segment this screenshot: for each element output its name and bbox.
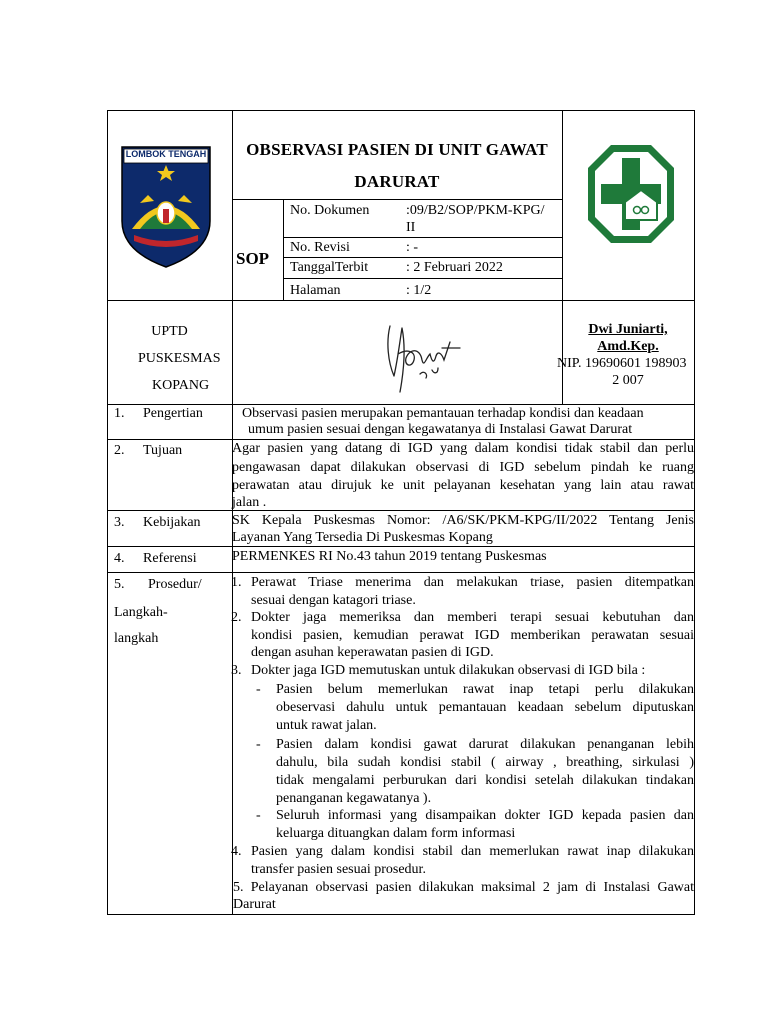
section-label-kebijakan: Kebijakan [143, 515, 201, 530]
divider [283, 199, 284, 300]
section-label-langkah2: langkah [114, 631, 159, 646]
divider [232, 199, 562, 200]
border-bottom [107, 914, 695, 915]
section-label-prosedur: Prosedur/ [148, 577, 202, 592]
section-number: 2. [114, 443, 125, 458]
step2-line2: kondisi pasien, kemudian perawat IGD memberikan perawatan sesuai [251, 628, 694, 643]
regency-shield-icon [118, 143, 214, 269]
bullet2-line3: tidak mengalami perburukan dari kondisi setelah dilakukan tindakan [276, 773, 694, 788]
meta-value-dokumen-cont: II [406, 220, 416, 235]
step3-line1: Dokter jaga IGD memutuskan untuk dilakukan observasi di IGD bila : [251, 663, 646, 678]
puskesmas-logo-icon [585, 142, 677, 248]
border-right [694, 110, 695, 915]
signer-title: Amd.Kep. [597, 339, 659, 354]
divider [107, 572, 695, 573]
section-number: 5. [114, 577, 125, 592]
signature-icon [380, 318, 466, 396]
border-left [107, 110, 108, 915]
section-number: 1. [114, 406, 125, 421]
meta-label-revisi: No. Revisi [290, 240, 350, 255]
step4-line1: Pasien yang dalam kondisi stabil dan memerlukan rawat inap dilakukan [251, 844, 694, 859]
divider [562, 110, 563, 300]
divider [283, 237, 562, 238]
section-number: 3. [114, 515, 125, 530]
bullet2-line1: Pasien dalam kondisi gawat darurat dilakukan penanganan lebih [276, 737, 694, 752]
pengertian-text-line2: umum pasien sesuai dengan kegawatanya di Instalasi Gawat Darurat [248, 422, 633, 437]
bullet1-line2: obeservasi dahulu untuk pemantauan keadaan sebelum diputuskan [276, 700, 694, 715]
step1-line1: Perawat Triase menerima dan melakukan triase, pasien ditempatkan [251, 575, 694, 590]
bullet1-line3: untuk rawat jalan. [276, 718, 377, 733]
step5-line2: Darurat [233, 897, 276, 912]
bullet-dash: - [256, 682, 261, 697]
divider [283, 278, 562, 279]
section-label-pengertian: Pengertian [143, 406, 203, 421]
kebijakan-text-line1: SK Kepala Puskesmas Nomor: /A6/SK/PKM-KPG/II/2022 Tentang Jenis [232, 513, 694, 528]
bullet2-line2: dahulu, bila sudah kondisi stabil ( airway , breathing, sirkulasi ) [276, 755, 694, 770]
tujuan-text-line4: jalan . [232, 495, 267, 510]
document-title-line1: OBSERVASI PASIEN DI UNIT GAWAT [246, 140, 548, 159]
divider [283, 257, 562, 258]
signer-nip-cont: 2 007 [612, 373, 644, 388]
referensi-text: PERMENKES RI No.43 tahun 2019 tentang Puskesmas [232, 549, 547, 564]
org-line2: PUSKESMAS [138, 351, 221, 366]
border-top [107, 110, 695, 111]
bullet2-line4: penanganan kegawatanya ). [276, 791, 432, 806]
sop-label: SOP [236, 249, 270, 268]
step5-line1: 5. Pelayanan observasi pasien dilakukan maksimal 2 jam di Instalasi Gawat [233, 880, 694, 895]
step-number: 4. [231, 844, 242, 859]
bullet1-line1: Pasien belum memerlukan rawat inap tetapi perlu dilakukan [276, 682, 694, 697]
document-title-line2: DARURAT [354, 172, 440, 191]
signer-nip: NIP. 19690601 198903 [557, 356, 687, 371]
divider [107, 510, 695, 511]
section-label-langkah: Langkah- [114, 605, 168, 620]
org-line3: KOPANG [152, 378, 210, 393]
meta-value-tanggal: : 2 Februari 2022 [406, 260, 503, 275]
step-number: 3. [231, 663, 242, 678]
step2-line3: dengan asuhan keperawatan pasien di IGD. [251, 645, 494, 660]
meta-label-dokumen: No. Dokumen [290, 203, 370, 218]
signer-name: Dwi Juniarti, [588, 322, 668, 337]
org-line1: UPTD [151, 324, 188, 339]
meta-label-halaman: Halaman [290, 283, 341, 298]
meta-value-revisi: : - [406, 240, 419, 255]
tujuan-text-line2: pengawasan dapat dilakukan observasi di IGD sebelum pindah ke ruang [232, 460, 694, 475]
step2-line1: Dokter jaga memeriksa dan memberi terapi sesuai kebutuhan dan [251, 610, 694, 625]
section-number: 4. [114, 551, 125, 566]
step1-line2: sesuai dengan katagori triase. [251, 593, 416, 608]
pengertian-text-line1: Observasi pasien merupakan pemantauan terhadap kondisi dan keadaan [242, 406, 644, 421]
bullet-dash: - [256, 737, 261, 752]
step4-line2: transfer pasien sesuai prosedur. [251, 862, 426, 877]
meta-value-dokumen: :09/B2/SOP/PKM-KPG/ [406, 203, 545, 218]
step-number: 1. [231, 575, 242, 590]
section-label-tujuan: Tujuan [143, 443, 183, 458]
logo-caption: LOMBOK TENGAH [125, 149, 207, 159]
section-label-referensi: Referensi [143, 551, 197, 566]
step-number: 2. [231, 610, 242, 625]
bullet3-line1: Seluruh informasi yang disampaikan dokter IGD kepada pasien dan [276, 808, 694, 823]
kebijakan-text-line2: Layanan Yang Tersedia Di Puskesmas Kopang [232, 530, 493, 545]
bullet-dash: - [256, 808, 261, 823]
meta-value-halaman: : 1/2 [406, 283, 432, 298]
divider [107, 300, 695, 301]
tujuan-text-line3: perawatan atau dirujuk ke unit pelayanan kesehatan yang lain atau rawat [232, 478, 694, 493]
tujuan-text-line1: Agar pasien yang datang di IGD yang dalam kondisi tidak stabil dan perlu [232, 441, 694, 456]
meta-label-tanggal: TanggalTerbit [290, 260, 369, 275]
bullet3-line2: keluarga dituangkan dalam form informasi [276, 826, 516, 841]
